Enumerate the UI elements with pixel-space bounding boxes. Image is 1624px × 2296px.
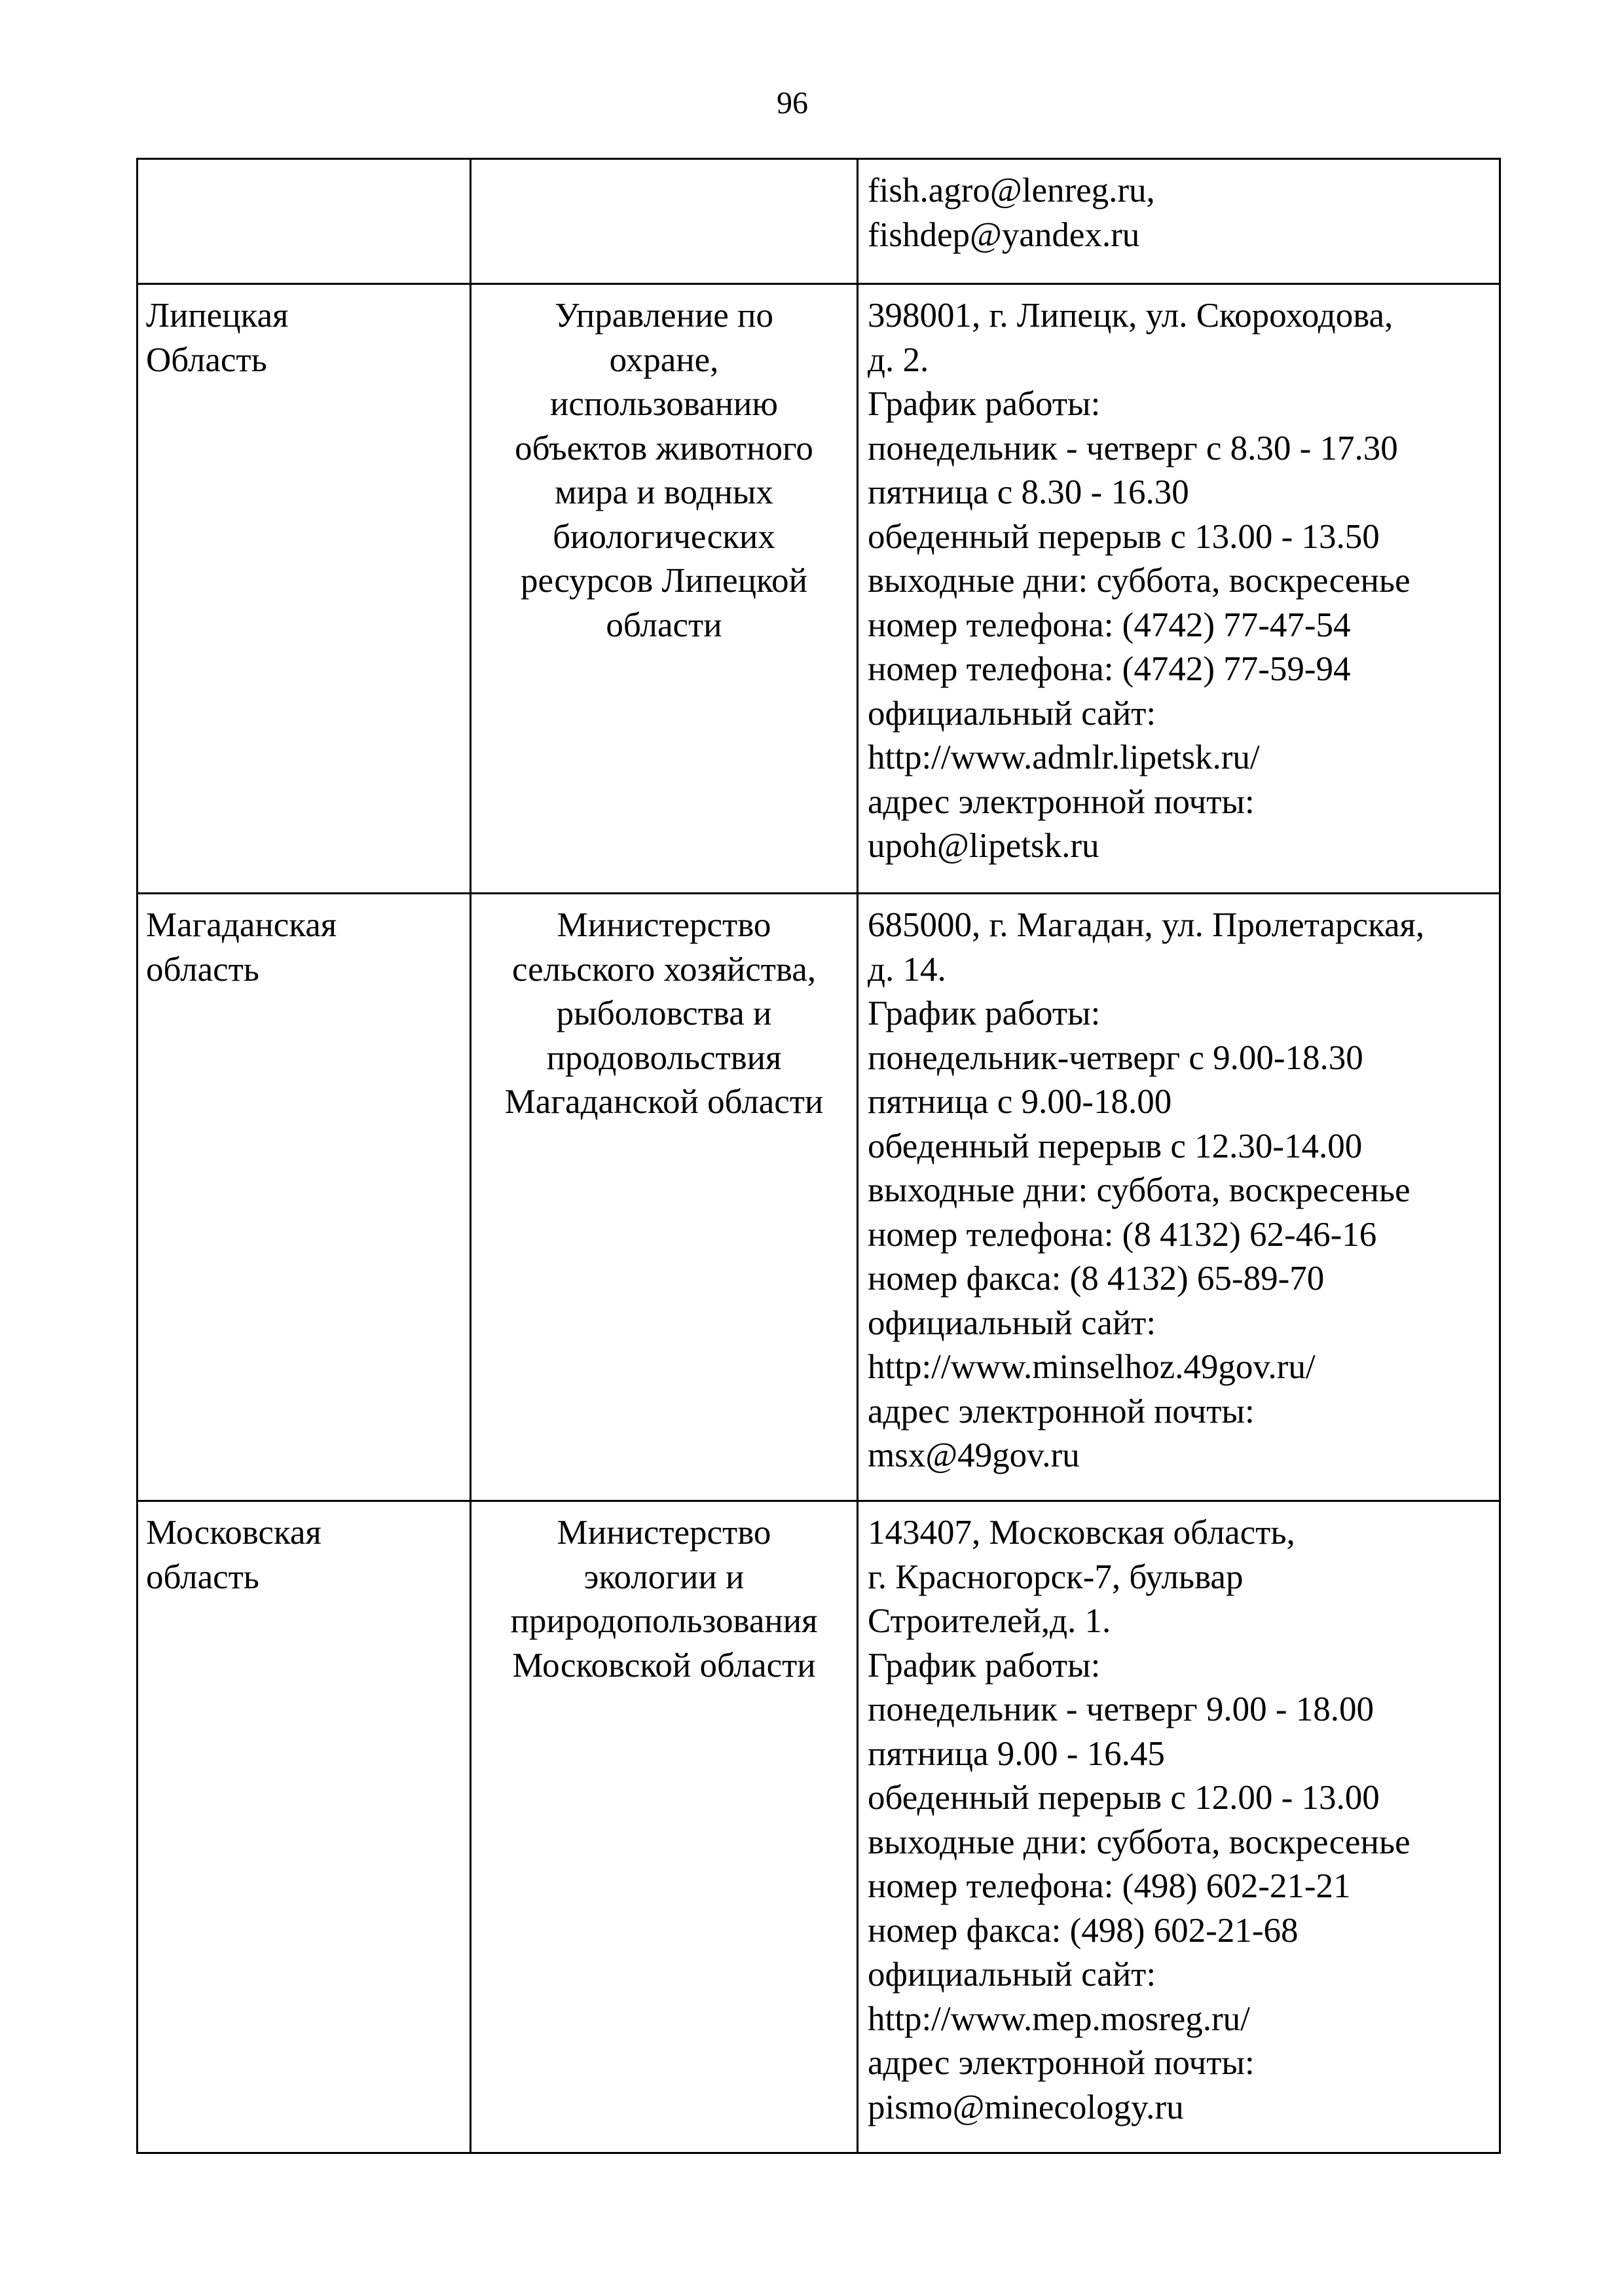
cell-text-line: сельского хозяйства, (511, 950, 816, 989)
organization-cell (471, 159, 858, 284)
cell-text-line: понедельник-четверг с 9.00-18.30 (868, 1038, 1363, 1077)
agency-contacts-table (136, 158, 1501, 2154)
cell-text-line: upoh@lipetsk.ru (868, 827, 1099, 865)
table-row (138, 284, 1500, 894)
cell-text-line: д. 14. (868, 950, 946, 989)
cell-text-line: понедельник - четверг 9.00 - 18.00 (868, 1690, 1375, 1728)
cell-text-line: обеденный перерыв с 12.00 - 13.00 (868, 1779, 1380, 1817)
cell-text-line: fishdep@yandex.ru (868, 215, 1140, 254)
cell-text-line: Магаданская (146, 906, 337, 944)
organization-cell (471, 894, 858, 1501)
cell-text-line: номер телефона: (498) 602-21-21 (868, 1867, 1351, 1905)
cell-text-line: График работы: (868, 385, 1101, 423)
cell-text-line: официальный сайт: (868, 1956, 1156, 1994)
organization-cell (471, 1501, 858, 2153)
cell-text-line: Магаданской области (504, 1083, 824, 1121)
contacts-cell (858, 284, 1500, 894)
cell-text-line: официальный сайт: (868, 694, 1156, 733)
cell-text-line: область (146, 950, 259, 989)
cell-text-line: 398001, г. Липецк, ул. Скороходова, (868, 297, 1393, 335)
cell-text-line: Министерство (557, 1514, 771, 1552)
cell-text-line: номер факса: (498) 602-21-68 (868, 1911, 1299, 1950)
cell-text-line: г. Красногорск-7, бульвар (868, 1558, 1244, 1596)
cell-text-line: охране, (609, 340, 719, 379)
organization-cell (471, 284, 858, 894)
cell-text-line: объектов животного (515, 429, 813, 467)
cell-text-line: область (146, 1558, 259, 1596)
cell-text-line: Московской области (512, 1646, 816, 1685)
cell-text-line: использованию (550, 385, 778, 423)
region-cell (138, 1501, 471, 2153)
cell-text-line: msx@49gov.ru (868, 1436, 1080, 1474)
cell-text-line: биологических (553, 517, 775, 556)
cell-text-line: http://www.minselhoz.49gov.ru/ (868, 1348, 1316, 1386)
cell-text-line: выходные дни: суббота, воскресенье (868, 1823, 1411, 1861)
cell-text-line: понедельник - четверг с 8.30 - 17.30 (868, 429, 1398, 467)
cell-text-line: номер телефона: (8 4132) 62-46-16 (868, 1215, 1377, 1254)
cell-text-line: http://www.mep.mosreg.ru/ (868, 1999, 1250, 2038)
cell-text-line: обеденный перерыв с 12.30-14.00 (868, 1127, 1363, 1165)
cell-text-line: продовольствия (546, 1038, 782, 1077)
cell-text-line: мира и водных (555, 473, 773, 511)
cell-text-line: пятница с 9.00-18.00 (868, 1083, 1172, 1121)
cell-text-line: области (606, 606, 722, 644)
cell-text-line: http://www.admlr.lipetsk.ru/ (868, 738, 1260, 776)
cell-text-line: номер телефона: (4742) 77-59-94 (868, 650, 1351, 688)
region-cell (138, 159, 471, 284)
table-row (138, 894, 1500, 1501)
cell-text-line: ресурсов Липецкой (521, 562, 807, 600)
cell-text-line: Область (146, 340, 267, 379)
cell-text-line: обеденный перерыв с 13.00 - 13.50 (868, 517, 1380, 556)
cell-text-line: адрес электронной почты: (868, 2044, 1255, 2082)
cell-text-line: выходные дни: суббота, воскресенье (868, 1171, 1411, 1209)
cell-text-line: График работы: (868, 1646, 1101, 1685)
cell-text-line: адрес электронной почты: (868, 782, 1255, 821)
cell-text-line: пятница с 8.30 - 16.30 (868, 473, 1189, 511)
cell-text-line: официальный сайт: (868, 1303, 1156, 1342)
cell-text-line: выходные дни: суббота, воскресенье (868, 562, 1411, 600)
cell-text-line: природопользования (510, 1602, 818, 1640)
table-row (138, 1501, 1500, 2153)
cell-text-line: 685000, г. Магадан, ул. Пролетарская, (868, 906, 1425, 944)
cell-text-line: экологии и (583, 1558, 745, 1596)
cell-text-line: fish.agro@lenreg.ru, (868, 172, 1155, 210)
page-number: 96 (777, 86, 808, 120)
cell-text-line: рыболовства и (556, 994, 772, 1032)
cell-text-line: График работы: (868, 994, 1101, 1032)
cell-text-line: номер факса: (8 4132) 65-89-70 (868, 1260, 1325, 1298)
region-cell (138, 284, 471, 894)
region-cell (138, 894, 471, 1501)
cell-text-line: 143407, Московская область, (868, 1514, 1295, 1552)
contacts-cell (858, 159, 1500, 284)
cell-text-line: Московская (146, 1514, 322, 1552)
cell-text-line: номер телефона: (4742) 77-47-54 (868, 606, 1351, 644)
table-row (138, 159, 1500, 284)
cell-text-line: пятница 9.00 - 16.45 (868, 1734, 1165, 1773)
cell-text-line: pismo@minecology.ru (868, 2088, 1184, 2126)
contacts-cell (858, 894, 1500, 1501)
cell-text-line: д. 2. (868, 340, 929, 379)
cell-text-line: Управление по (555, 297, 773, 335)
cell-text-line: Строителей,д. 1. (868, 1602, 1111, 1640)
cell-text-line: Министерство (557, 906, 771, 944)
contacts-cell (858, 1501, 1500, 2153)
cell-text-line: Липецкая (146, 297, 289, 335)
cell-text-line: адрес электронной почты: (868, 1392, 1255, 1430)
